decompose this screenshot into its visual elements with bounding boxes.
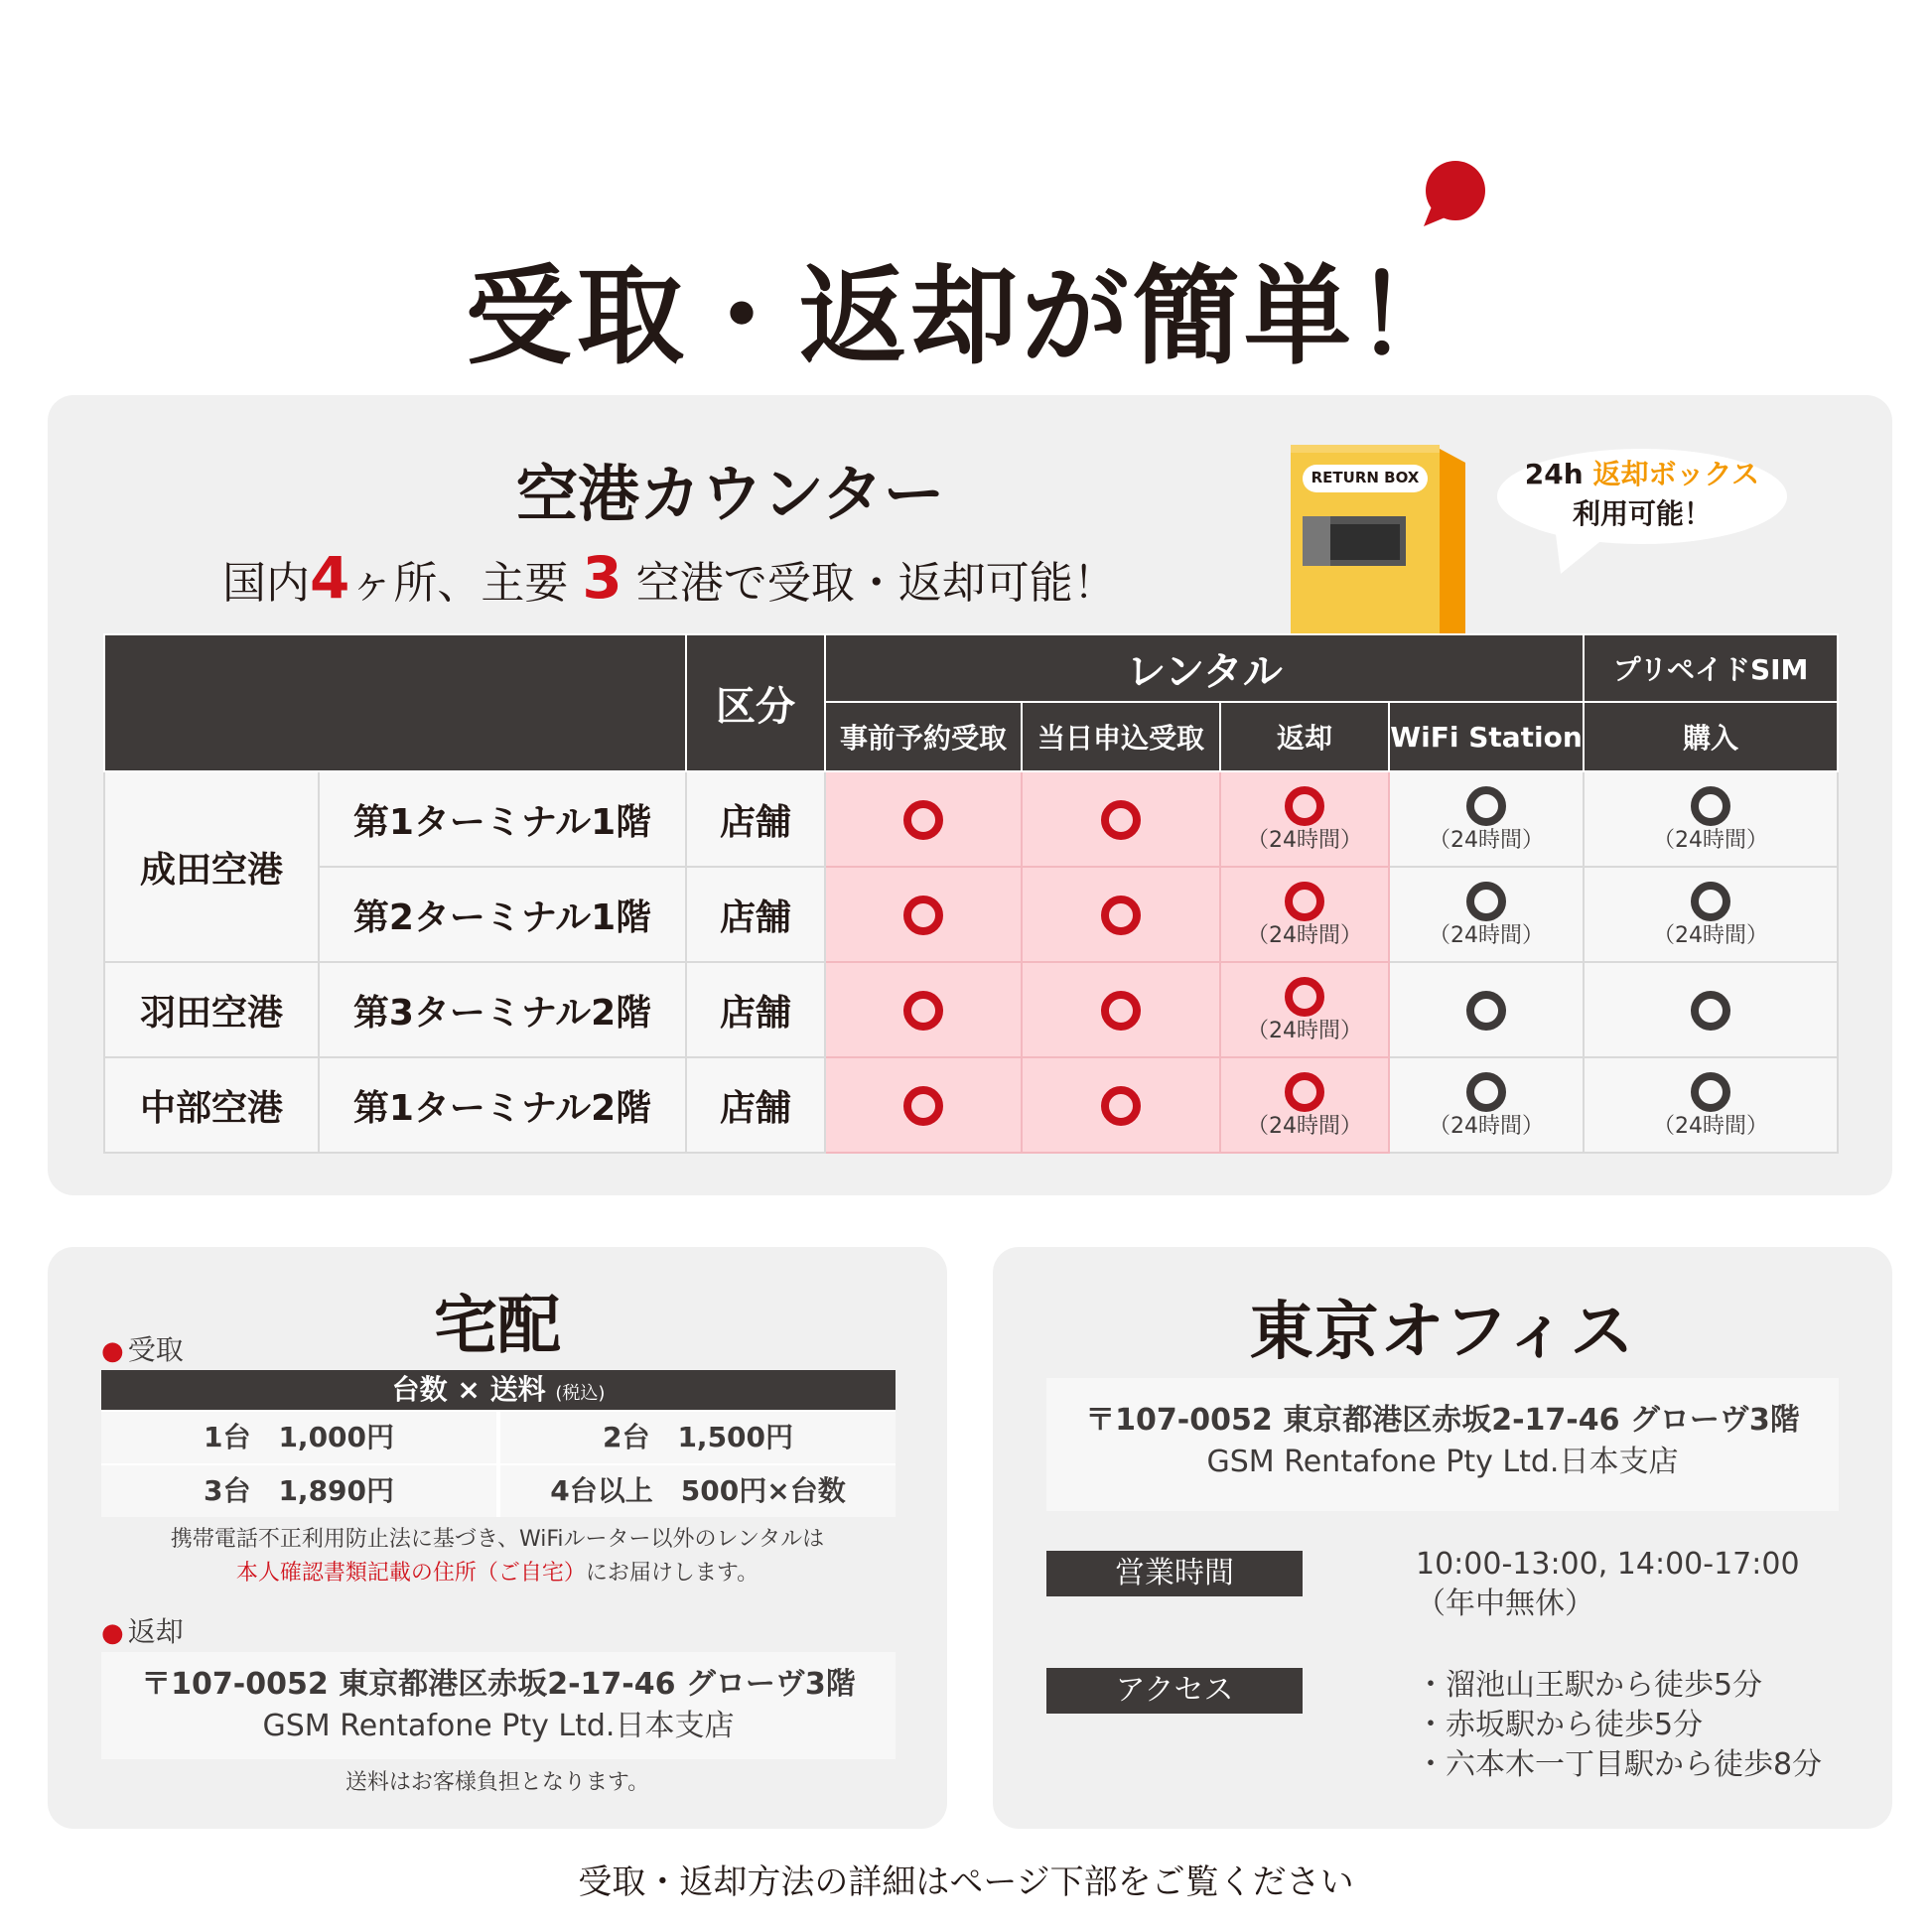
table-header-kubun: 区分 <box>686 634 825 771</box>
access-list <box>1416 1666 1822 1785</box>
available-cell <box>1584 1057 1838 1153</box>
available-cell <box>1220 1057 1389 1153</box>
available-cell <box>1220 867 1389 962</box>
table-header-rental: レンタル <box>825 634 1584 702</box>
fee-cell: 1台 1,000円 <box>101 1412 496 1463</box>
available-cell <box>1022 771 1220 867</box>
footer-text: 受取・返却方法の詳細はページ下部をご覧ください <box>578 1863 1354 1902</box>
circle-mark-icon <box>903 991 943 1031</box>
available-cell <box>1220 771 1389 867</box>
access-item: ・赤坂駅から徒歩5分 <box>1416 1708 1704 1742</box>
delivery-title: 宅配 <box>434 1290 561 1363</box>
hours-text: 10:00-13:00, 14:00-17:00 （年中無休） <box>1416 1547 1800 1621</box>
table-subheader: WiFi Station <box>1389 702 1584 771</box>
circle-mark-icon <box>1101 800 1141 840</box>
circle-mark-icon <box>1101 991 1141 1031</box>
kubun-cell: 店舗 <box>686 1057 825 1153</box>
hours-note: （24時間） <box>1247 1019 1362 1043</box>
bubble-text: 24h 返却ボックス 利用可能！ <box>1524 458 1760 530</box>
terminal-name: 第1ターミナル1階 <box>319 771 686 867</box>
fee-cell: 3台 1,890円 <box>101 1465 496 1517</box>
table-row <box>104 962 1838 1057</box>
hours-note: （24時間） <box>1653 1114 1769 1139</box>
circle-mark-icon <box>1466 786 1506 826</box>
delivery-address: 〒107-0052 東京都港区赤坂2-17-46 グローヴ3階 GSM Rentafone Pty Ltd.日本支店 <box>101 1652 896 1759</box>
access-label: アクセス <box>1046 1668 1303 1714</box>
airport-name: 中部空港 <box>104 1057 319 1153</box>
airport-subtitle: 国内4ヶ所、主要 3 空港で受取・返却可能！ <box>222 544 1117 612</box>
airport-name: 羽田空港 <box>104 962 319 1057</box>
access-item: ・六本木一丁目駅から徒歩8分 <box>1416 1747 1823 1782</box>
available-cell <box>1389 962 1584 1057</box>
circle-mark-icon <box>1691 991 1730 1031</box>
fee-grid <box>101 1410 896 1517</box>
available-cell <box>1022 1057 1220 1153</box>
return-label: ● 返却 <box>101 1615 184 1648</box>
fee-header: 台数 × 送料 (税込) <box>101 1370 896 1410</box>
available-cell <box>1389 867 1584 962</box>
circle-mark-icon <box>1285 977 1324 1017</box>
available-cell <box>1022 962 1220 1057</box>
return-box-label: RETURN BOX <box>1311 469 1420 486</box>
airport-title: 空港カウンター <box>516 458 945 530</box>
available-cell <box>825 771 1022 867</box>
airport-table <box>103 633 1839 1154</box>
hours-note: （24時間） <box>1653 828 1769 853</box>
circle-mark-icon <box>903 896 943 935</box>
table-row <box>104 1057 1838 1153</box>
available-cell <box>1389 771 1584 867</box>
circle-mark-icon <box>1101 896 1141 935</box>
hours-note: （24時間） <box>1653 923 1769 948</box>
circle-mark-icon <box>1466 1072 1506 1112</box>
available-cell <box>1022 867 1220 962</box>
table-header-sim: プリペイドSIM <box>1584 634 1838 702</box>
circle-mark-icon <box>1691 786 1730 826</box>
shipping-note: 送料はお客様負担となります。 <box>345 1770 650 1795</box>
table-header-empty <box>104 634 686 771</box>
circle-mark-icon <box>1691 1072 1730 1112</box>
available-cell <box>1389 1057 1584 1153</box>
circle-mark-icon <box>1466 882 1506 921</box>
speech-dot-icon <box>1418 159 1487 228</box>
hours-note: （24時間） <box>1429 923 1545 948</box>
available-cell <box>1584 771 1838 867</box>
receive-label: ● 受取 <box>101 1333 184 1366</box>
hours-note: （24時間） <box>1429 828 1545 853</box>
circle-mark-icon <box>1691 882 1730 921</box>
fee-cell: 2台 1,500円 <box>500 1412 896 1463</box>
available-cell <box>825 867 1022 962</box>
available-cell <box>1220 962 1389 1057</box>
hours-label: 営業時間 <box>1046 1551 1303 1596</box>
hours-note: （24時間） <box>1429 1114 1545 1139</box>
access-item: ・溜池山王駅から徒歩5分 <box>1416 1668 1763 1703</box>
terminal-name: 第3ターミナル2階 <box>319 962 686 1057</box>
circle-mark-icon <box>1285 882 1324 921</box>
circle-mark-icon <box>1466 991 1506 1031</box>
office-title: 東京オフィス <box>1249 1296 1636 1369</box>
available-cell <box>1584 867 1838 962</box>
kubun-cell: 店舗 <box>686 867 825 962</box>
table-row <box>104 867 1838 962</box>
hours-note: （24時間） <box>1247 1114 1362 1139</box>
available-cell <box>1584 962 1838 1057</box>
circle-mark-icon <box>903 1086 943 1126</box>
circle-mark-icon <box>1285 1072 1324 1112</box>
delivery-note: 携帯電話不正利用防止法に基づき、WiFiルーター以外のレンタルは 本人確認書類記載の住所（ご自宅）にお届けします。 <box>170 1527 825 1586</box>
table-subheader: 事前予約受取 <box>825 702 1022 771</box>
table-subheader: 当日申込受取 <box>1022 702 1220 771</box>
table-subheader: 購入 <box>1584 702 1838 771</box>
kubun-cell: 店舗 <box>686 771 825 867</box>
available-cell <box>825 962 1022 1057</box>
page-title: 受取・返却が簡単！ <box>465 255 1466 379</box>
circle-mark-icon <box>1101 1086 1141 1126</box>
airport-name: 成田空港 <box>104 771 319 962</box>
kubun-cell: 店舗 <box>686 962 825 1057</box>
table-subheader: 返却 <box>1220 702 1389 771</box>
hours-note: （24時間） <box>1247 828 1362 853</box>
table-row <box>104 771 1838 867</box>
terminal-name: 第1ターミナル2階 <box>319 1057 686 1153</box>
circle-mark-icon <box>903 800 943 840</box>
circle-mark-icon <box>1285 786 1324 826</box>
available-cell <box>825 1057 1022 1153</box>
terminal-name: 第2ターミナル1階 <box>319 867 686 962</box>
fee-cell: 4台以上 500円×台数 <box>500 1465 896 1517</box>
hours-note: （24時間） <box>1247 923 1362 948</box>
office-address: 〒107-0052 東京都港区赤坂2-17-46 グローヴ3階 GSM Rentafone Pty Ltd.日本支店 <box>1046 1378 1839 1511</box>
